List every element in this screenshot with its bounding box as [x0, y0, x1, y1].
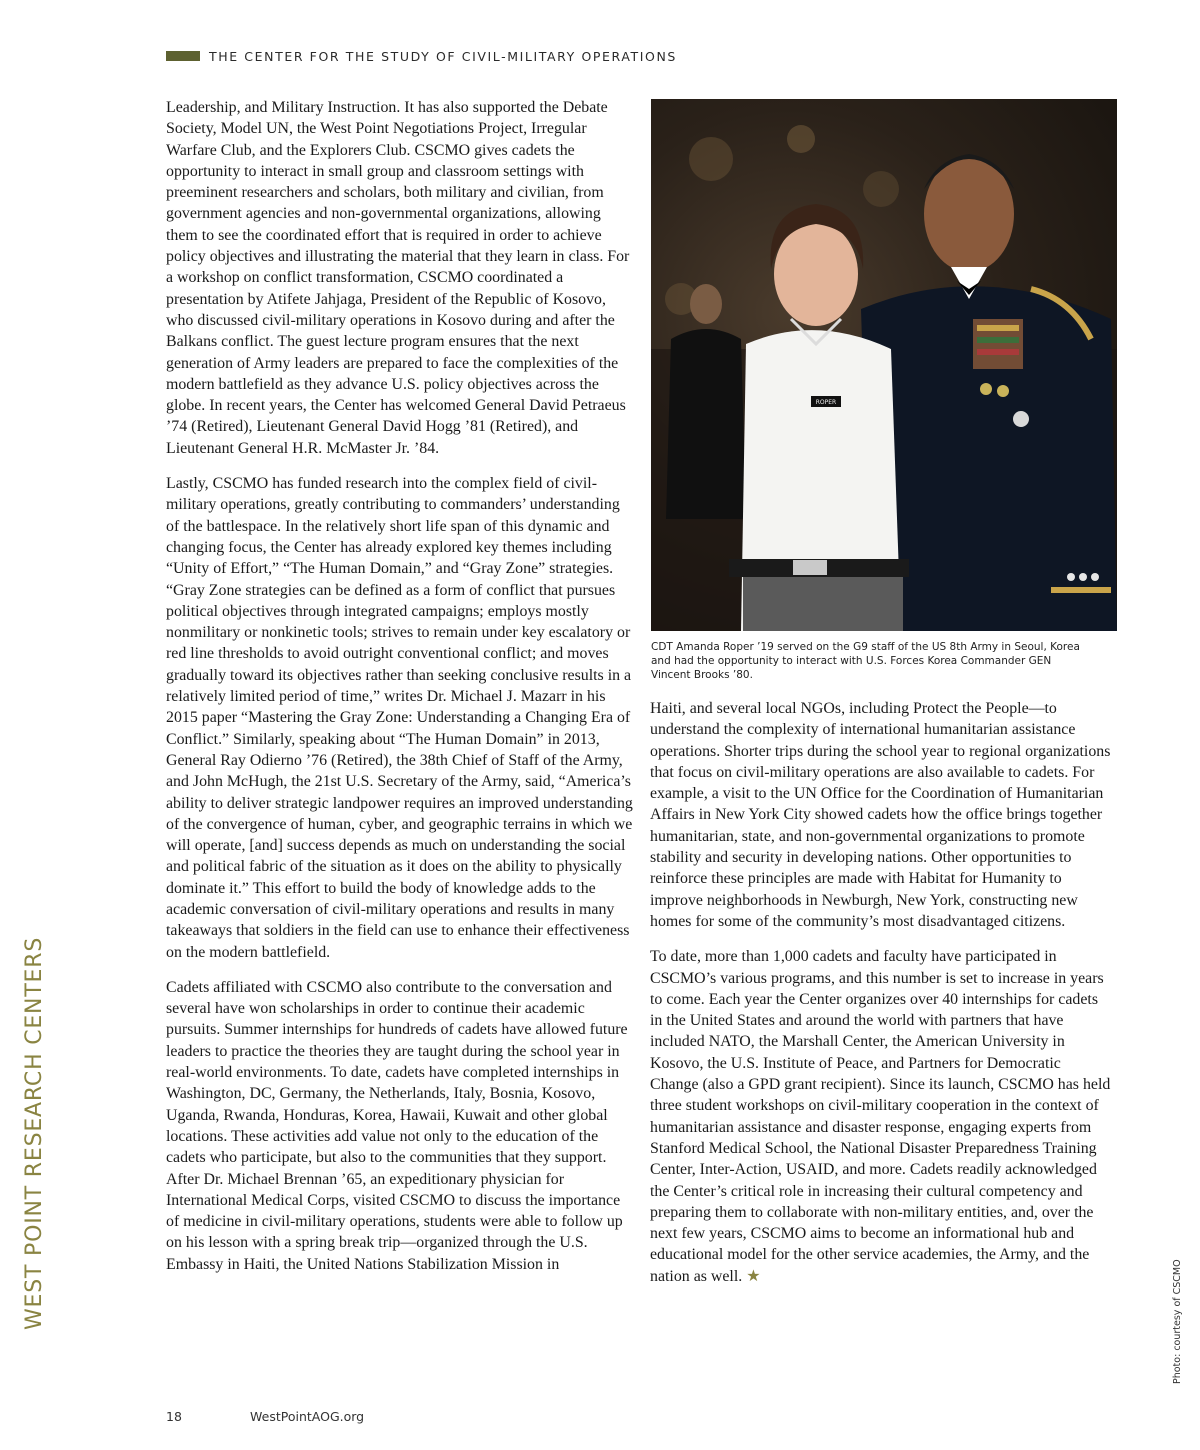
star-icon: ★ [746, 1267, 761, 1285]
paragraph: Haiti, and several local NGOs, including Protect the People—to understand the complexity of international humanitarian assistance operations. Shorter trips during the school year to regional organizations that focus on civil-military operations are also available to cadets. For example, a visit to the UN Office for the Coordination of Humanitarian Affairs in New York City showed cadets how the office brings together humanitarian, state, and non-governmental organizations to promote stability and security in developing nations. Other opportunities to reinforce these principles are made with Habitat for Humanity to improve neighborhoods in Newburgh, New York, constructing new homes for some of the community’s most disadvantaged citizens. [650, 700, 1111, 930]
paragraph: Leadership, and Military Instruction. It has also supported the Debate Society, Model UN, the West Point Negotiations Project, Irregular Warfare Club, and the Explorers Club. CSCMO gives cadets the opportunity to interact in small group and classroom settings with preeminent researchers and scholars, both military and civilian, from government agencies and non-governmental organizations, allowing them to see the coordinated effort that is required in order to achieve policy objectives and illustrating the material that they learn in class. For a workshop on conflict transformation, CSCMO coordinated a presentation by Atifete Jahjaga, President of the Republic of Kosovo, who discussed civil-military operations in Kosovo during and after the Balkans conflict. The guest lecture program ensures that the next generation of Army leaders are prepared to face the complexities of the modern battlefield as they advance U.S. policy objectives across the globe. In recent years, the Center has welcomed General David Petraeus ’74 (Retired), Lieutenant General David Hogg ’81 (Retired), and Lieutenant General H.R. McMaster Jr. ’84. [166, 99, 630, 457]
paragraph [650, 946, 1112, 1287]
right-text-column [650, 698, 1112, 1301]
paragraph-text: To date, more than 1,000 cadets and faculty have participated in CSCMO’s various programs, and this number is set to increase in years to come. Each year the Center organizes over 40 internships for cadets in the United States and around the world with partners that have included NATO, the Marshall Center, the American University in Kosovo, the U.S. Institute of Peace, and Partners for Democratic Change (also a GPD grant recipient). Since its launch, CSCMO has held three student workshops on civil-military cooperation in the context of humanitarian assistance and disaster response, engaging experts from Stanford Medical School, the National Disaster Preparedness Training Center, Inter-Action, USAID, and more. Cadets readily acknowledged the Center’s critical role in increasing their cultural competency and preparing them to collaborate with non-military entities, and, over the next few years, CSCMO aims to become an informational hub and educational model for the other service academies, the Army, and the nation as well. [650, 948, 1111, 1285]
event-photo [651, 99, 1117, 631]
photo-credit: Photo: courtesy of CSCMO [1172, 1259, 1183, 1384]
section-side-label: WEST POINT RESEARCH CENTERS [22, 936, 47, 1330]
name-tag: ROPER [815, 399, 837, 406]
footer-website: WestPointAOG.org [250, 1409, 365, 1424]
left-text-column [166, 97, 636, 1289]
photo-illustration [651, 99, 1117, 631]
page-number: 18 [166, 1409, 182, 1424]
header-title: THE CENTER FOR THE STUDY OF CIVIL-MILITARY OPERATIONS [209, 48, 677, 64]
header-accent-bar [166, 51, 200, 61]
paragraph: Cadets affiliated with CSCMO also contribute to the conversation and several have won scholarships in order to continue their academic pursuits. Summer internships for hundreds of cadets have allowed future leaders to practice the theories they are taught during the school year in real-world environments. To date, cadets have completed internships in Washington, DC, Germany, the Netherlands, Italy, Bosnia, Kosovo, Uganda, Rwanda, Honduras, Korea, Hawaii, Kuwait and other global locations. These activities add value not only to the education of the cadets who participate, but also to the communities that they support. After Dr. Michael Brennan ’65, an expeditionary physician for International Medical Corps, visited CSCMO to discuss the importance of medicine in civil-military operations, students were able to follow up on his lesson with a spring break trip—organized through the U.S. Embassy in Haiti, the United Nations Stabilization Mission in [166, 978, 628, 1273]
paragraph: Lastly, CSCMO has funded research into the complex field of civil-military operations, greatly contributing to commanders’ understanding of the battlespace. In the relatively short life span of this dynamic and changing focus, the Center has already explored key themes including “Unity of Effort,” “The Human Domain,” and “Gray Zone” strategies. “Gray Zone strategies can be defined as a form of conflict that pursues political objectives through integrated campaigns; employs mostly nonmilitary or nonkinetic tools; strives to remain under key escalatory or red line thresholds to avoid outright conventional conflict; and moves gradually toward its objectives rather than seeking conclusive results in a relatively limited period of time,” writes Dr. Michael J. Mazarr in his 2015 paper “Mastering the Gray Zone: Understanding a Changing Era of Conflict.” Similarly, speaking about “The Human Domain” in 2013, General Ray Odierno ’76 (Retired), the 38th Chief of Staff of the Army, and John McHugh, the 21st U.S. Secretary of the Army, said, “America’s ability to deliver strategic landpower requires an improved understanding of the convergence of human, cyber, and geographic terrains in which we will operate, [and] success depends as much on understanding the social and political fabric of the situation as it does on the ability to physically dominate it.” This effort to build the body of knowledge adds to the academic conversation of civil-military operations and results in many takeaways that soldiers in the field can use to enhance their effectiveness on the modern battlefield. [166, 475, 633, 961]
running-header [166, 47, 677, 65]
photo-caption: CDT Amanda Roper ’19 served on the G9 staff of the US 8th Army in Seoul, Korea and had the opportunity to interact with U.S. Forces Korea Commander GEN Vincent Brooks ’80. [651, 641, 1080, 681]
